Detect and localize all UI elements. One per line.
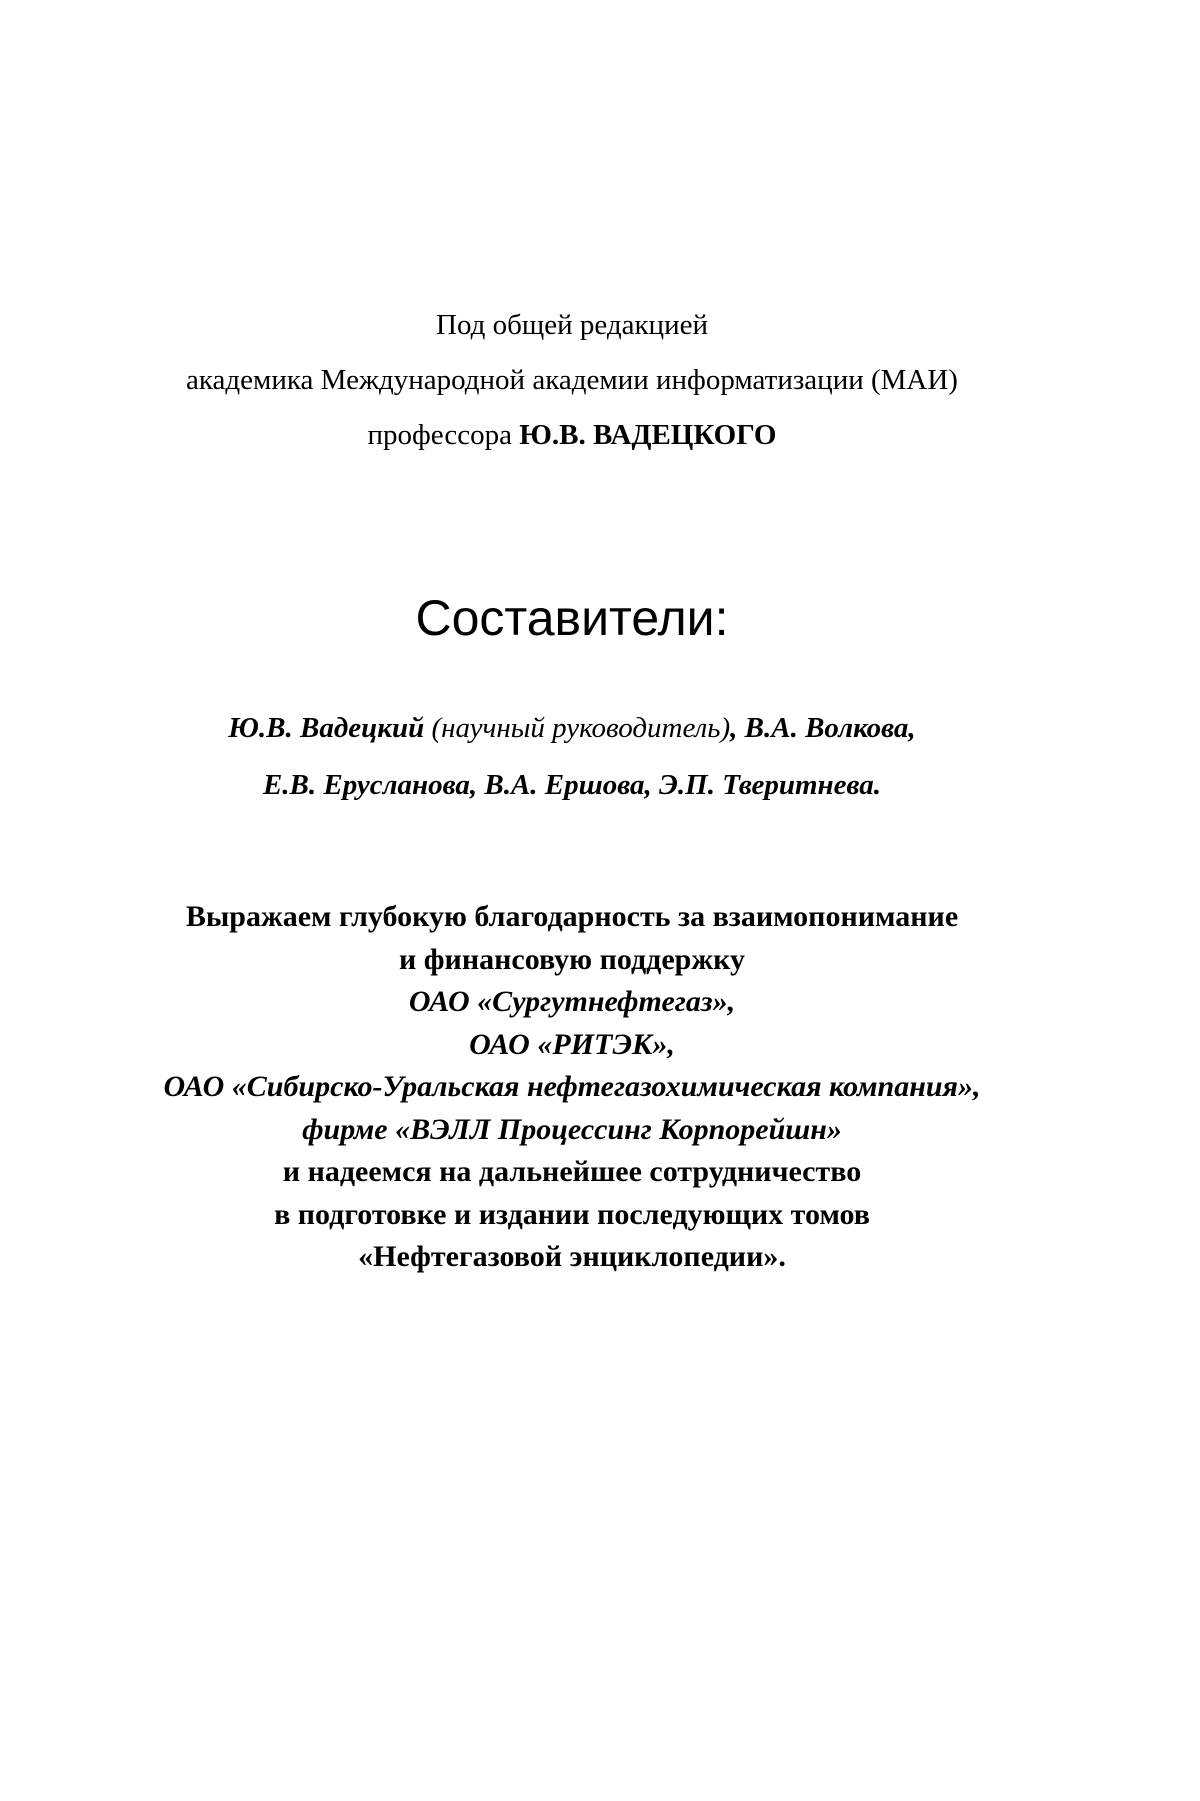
- editor-name: Ю.В. ВАДЕЦКОГО: [519, 419, 777, 451]
- compiler-lead-role: (научный руководитель): [424, 712, 731, 744]
- thanks-line: в подготовке и издании последующих томов: [274, 1197, 870, 1231]
- editor-credits: [0, 298, 1144, 463]
- editor-line-2: академика Международной академии информатизации (МАИ): [186, 364, 958, 396]
- compilers-heading: Составители:: [415, 590, 729, 646]
- compilers-list: [0, 700, 1144, 814]
- thanks-line: Выражаем глубокую благодарность за взаимопонимание: [185, 900, 959, 933]
- sponsor-line: ОАО «Сургутнефтегаз»,: [408, 985, 736, 1018]
- compilers-line-2-names: Е.В. Еруcланова, В.А. Ершова, Э.П. Тверитнева.: [262, 769, 882, 801]
- compilers-line-1: [0, 700, 1144, 757]
- editor-line-3: [0, 408, 1144, 463]
- sponsor-line: фирме «ВЭЛЛ Процессинг Корпорейшн»: [302, 1112, 842, 1146]
- editor-line-1: Под общей редакцией: [436, 309, 708, 341]
- sponsor-line: ОАО «Сибирско-Уральская нефтегазохимическая компания»,: [163, 1070, 981, 1103]
- compilers-line-1-rest: , В.А. Волкова,: [730, 712, 916, 744]
- thanks-line: и финансовую поддержку: [399, 942, 745, 976]
- editor-title-prefix: профессора: [367, 419, 520, 451]
- compilers-line-2: [0, 757, 1144, 814]
- thanks-line: и надеемся на дальнейшее сотрудничество: [282, 1155, 862, 1188]
- sponsor-line: ОАО «РИТЭК»,: [469, 1027, 675, 1061]
- thanks-line: «Нефтегазовой энциклопедии».: [358, 1240, 786, 1273]
- acknowledgements: [0, 896, 1144, 1279]
- compiler-lead-name: Ю.В. Вадецкий: [228, 712, 425, 744]
